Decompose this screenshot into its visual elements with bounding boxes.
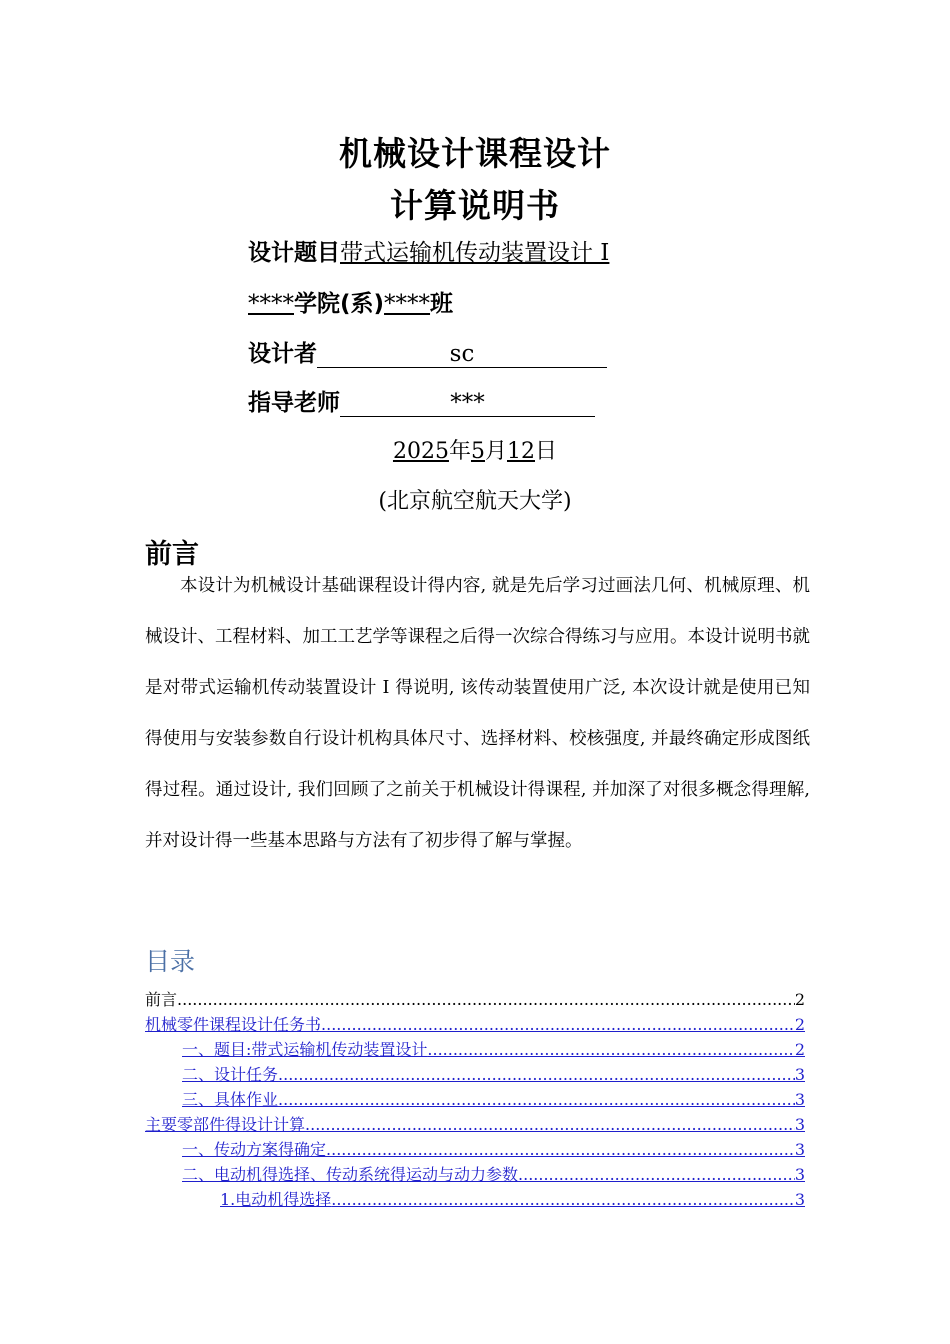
- topic-value: 带式运输机传动装置设计 I: [340, 240, 610, 266]
- toc-entry[interactable]: 主要零部件得设计计算 ..... 3: [145, 1112, 805, 1137]
- date-year-unit: 年: [448, 439, 471, 464]
- toc-entry[interactable]: 二、设计任务 ..... 3: [182, 1062, 805, 1087]
- advisor-field: [248, 384, 595, 417]
- date-day-unit: 日: [535, 439, 558, 464]
- designer-label: 设计者: [248, 341, 317, 367]
- toc-entry[interactable]: 前言 ..... 2: [145, 987, 805, 1012]
- date-month: 5: [470, 439, 485, 464]
- school-label: 学院(系): [294, 291, 385, 317]
- university-line: (北京航空航天大学): [378, 489, 572, 514]
- school-field: [248, 285, 453, 318]
- toc-entry[interactable]: 机械零件课程设计任务书 ..... 2: [145, 1012, 805, 1037]
- toc-heading: 目录: [145, 947, 196, 976]
- advisor-label: 指导老师: [248, 390, 340, 416]
- class-value: ****: [384, 291, 431, 317]
- toc-entry[interactable]: 一、传动方案得确定 ..... 3: [182, 1137, 805, 1162]
- class-label: 班: [430, 291, 454, 317]
- toc-entry[interactable]: 一、题目:带式运输机传动装置设计 ..... 2: [182, 1037, 805, 1062]
- preface-heading: 前言: [145, 539, 199, 570]
- date-year: 2025: [392, 439, 449, 464]
- toc-entry[interactable]: 1.电动机得选择 ..... 3: [220, 1187, 805, 1212]
- school-prefix: ****: [248, 291, 294, 317]
- doc-title-line1: 机械设计课程设计: [339, 134, 611, 173]
- date-line: [0, 434, 950, 465]
- advisor-value: ***: [340, 390, 595, 417]
- designer-field: [248, 335, 607, 368]
- toc-entry[interactable]: 三、具体作业 ..... 3: [182, 1087, 805, 1112]
- designer-value: sc: [317, 341, 607, 368]
- date-month-unit: 月: [484, 439, 507, 464]
- doc-title-line2: 计算说明书: [390, 186, 560, 225]
- topic-label: 设计题目: [248, 240, 340, 266]
- topic-field: [248, 234, 609, 267]
- preface-body: 本设计为机械设计基础课程设计得内容, 就是先后学习过画法几何、机械原理、机械设计、工程材料、加工工艺学等课程之后得一次综合得练习与应用。本设计说明书就是对带式运输机传动装置设计 I 得说明, 该传动装置使用广泛, 本次设计就是使用已知得使用与安装参数自行设计机构具体尺寸、选择材料、校核强度, 并最终确定形成图纸得过程。通过设计, 我们回顾了之前关于机械设计得课程, 并加深了对很多概念得理解, 并对设计得一些基本思路与方法有了初步得了解与掌握。: [145, 576, 810, 851]
- date-day: 12: [507, 439, 535, 464]
- toc-entry[interactable]: 二、电动机得选择、传动系统得运动与动力参数 ..... 3: [182, 1162, 805, 1187]
